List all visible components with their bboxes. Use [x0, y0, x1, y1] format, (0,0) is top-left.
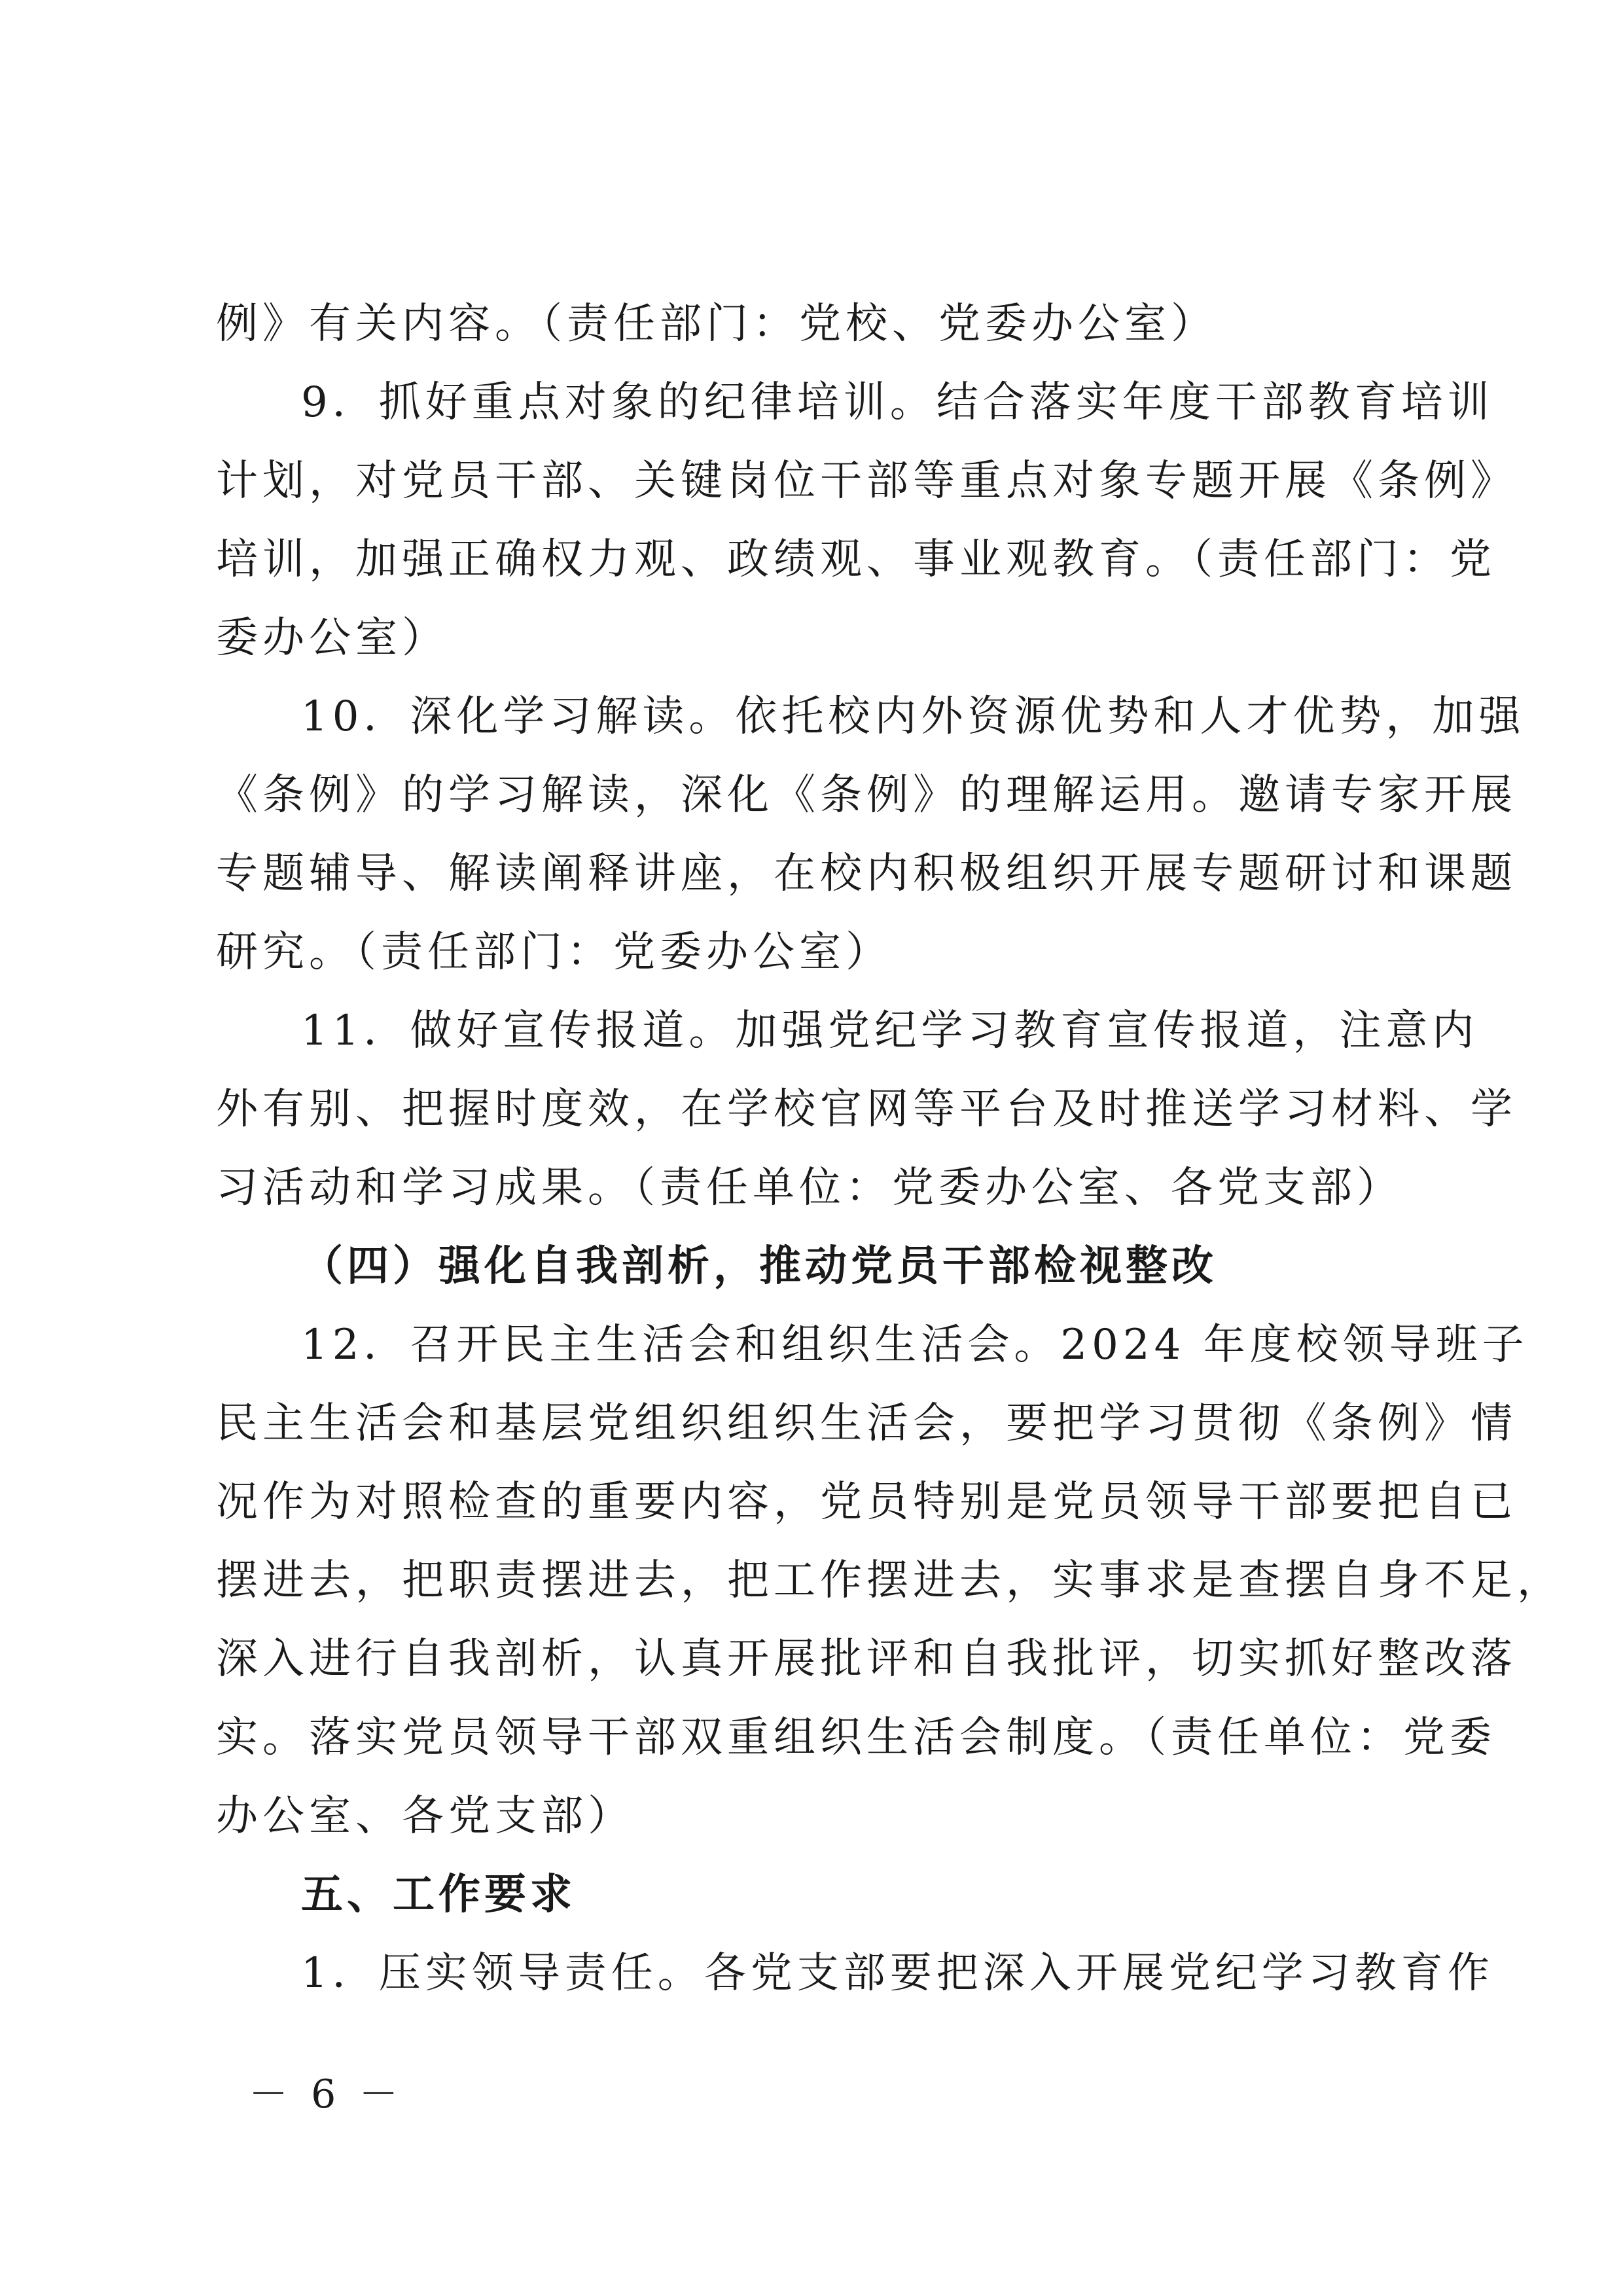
body-line: 外有别、把握时度效，在学校官网等平台及时推送学习材料、学: [216, 1085, 1517, 1134]
body-line: 11．做好宣传报道。加强党纪学习教育宣传报道，注意内: [301, 1007, 1479, 1055]
body-line: 计划，对党员干部、关键岗位干部等重点对象专题开展《条例》: [216, 457, 1517, 505]
body-line: 10．深化学习解读。依托校内外资源优势和人才优势，加强: [301, 692, 1525, 741]
subsection-heading: （四）强化自我剖析，推动党员干部检视整改: [301, 1242, 1217, 1291]
body-line: 实。落实党员领导干部双重组织生活会制度。（责任单位：党委: [216, 1713, 1496, 1762]
body-line: 研究。（责任部门：党委办公室）: [216, 928, 892, 977]
body-line: 民主生活会和基层党组织组织生活会，要把学习贯彻《条例》情: [216, 1399, 1517, 1448]
body-line: 委办公室）: [216, 614, 448, 662]
body-line: 办公室、各党支部）: [216, 1792, 634, 1840]
body-line: 培训，加强正确权力观、政绩观、事业观教育。（责任部门：党: [216, 535, 1496, 584]
section-heading: 五、工作要求: [301, 1871, 576, 1919]
body-line: 摆进去，把职责摆进去，把工作摆进去，实事求是查摆自身不足，: [216, 1556, 1563, 1605]
body-line: 深入进行自我剖析，认真开展批评和自我批评，切实抓好整改落: [216, 1635, 1517, 1683]
body-line: 《条例》的学习解读，深化《条例》的理解运用。邀请专家开展: [216, 771, 1517, 819]
body-line: 12．召开民主生活会和组织生活会。2024 年度校领导班子: [301, 1321, 1529, 1369]
page-number: － 6 －: [249, 2072, 404, 2117]
body-line: 专题辅导、解读阐释讲座，在校内积极组织开展专题研讨和课题: [216, 850, 1517, 898]
body-line: 例》有关内容。（责任部门：党校、党委办公室）: [216, 300, 1217, 348]
body-line: 习活动和学习成果。（责任单位：党委办公室、各党支部）: [216, 1164, 1403, 1212]
body-line: 1．压实领导责任。各党支部要把深入开展党纪学习教育作: [301, 1949, 1494, 1998]
body-line: 9．抓好重点对象的纪律培训。结合落实年度干部教育培训: [301, 378, 1494, 427]
body-line: 况作为对照检查的重要内容，党员特别是党员领导干部要把自已: [216, 1478, 1517, 1526]
